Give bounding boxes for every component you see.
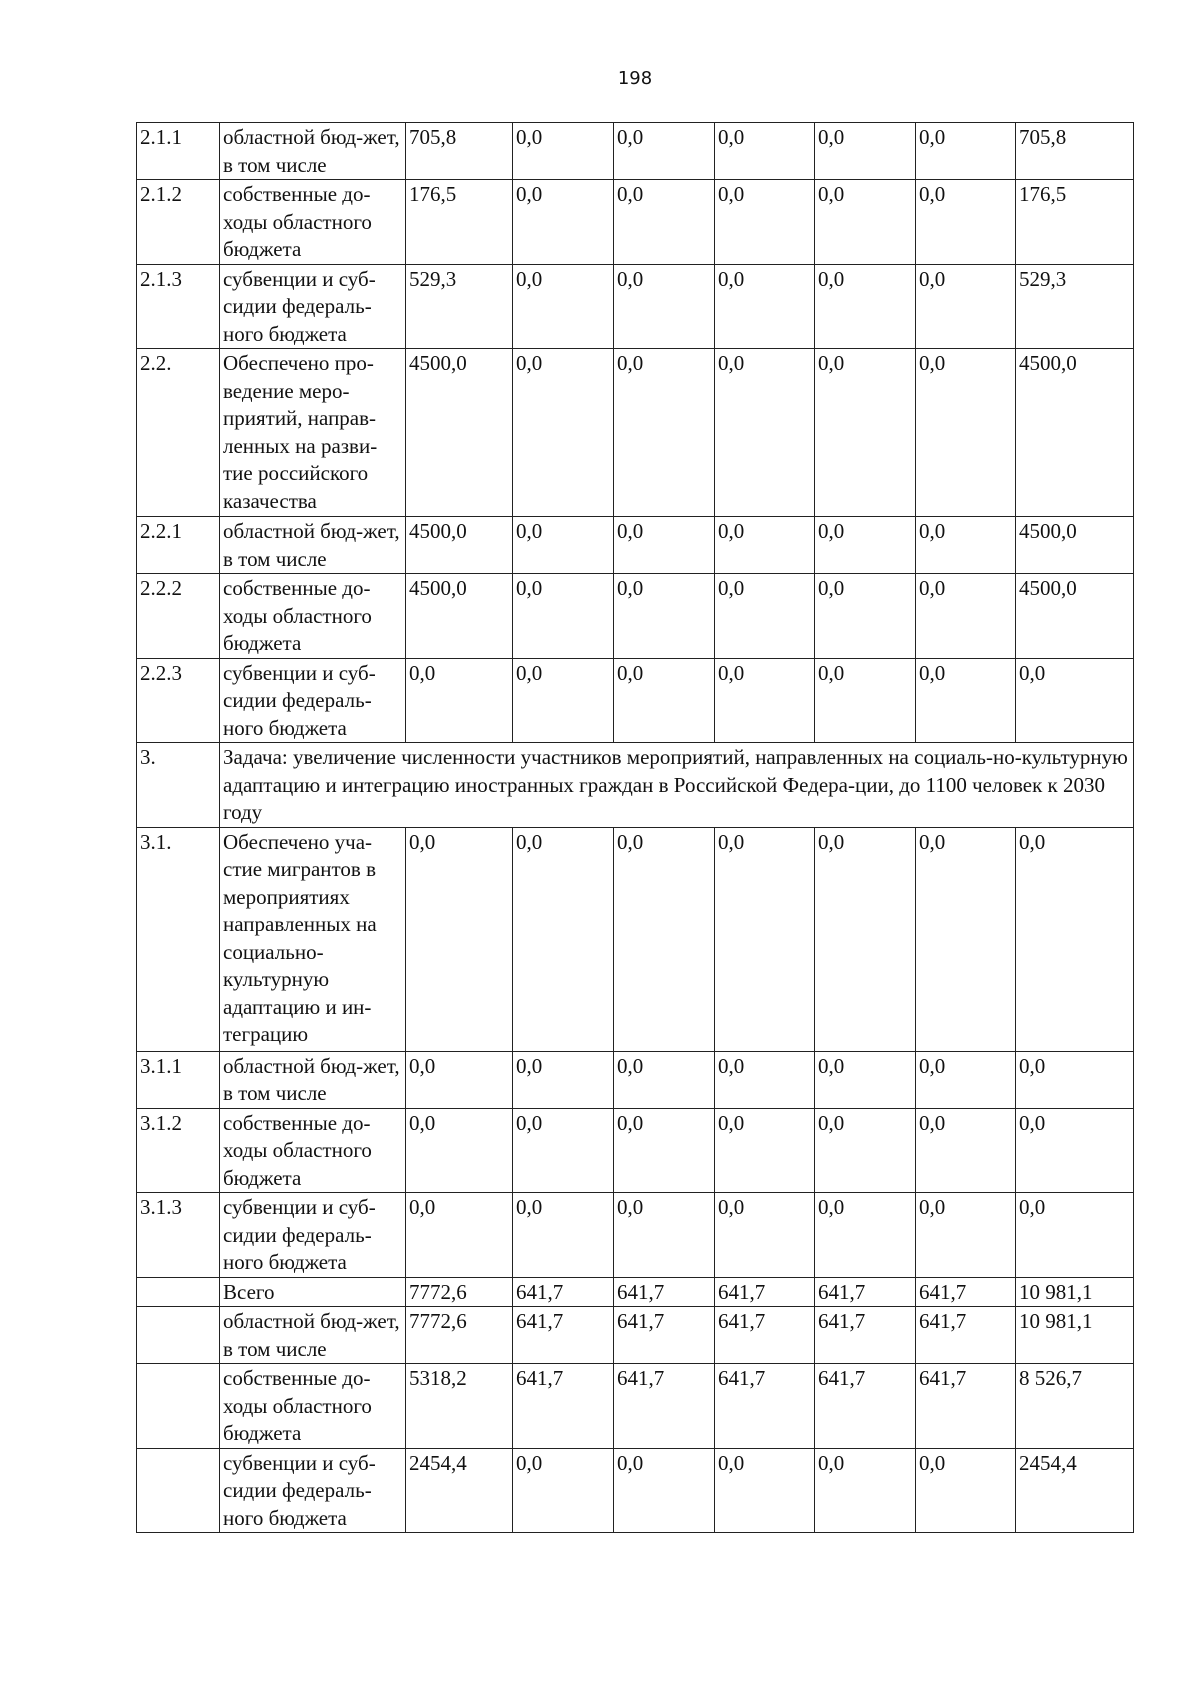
value-cell: 4500,0 <box>1016 517 1134 574</box>
value-cell: 0,0 <box>1016 827 1134 1051</box>
table-row <box>137 1448 1134 1533</box>
value-cell: 0,0 <box>715 180 815 265</box>
value-cell: 0,0 <box>614 574 715 659</box>
value-cell: 0,0 <box>513 180 614 265</box>
row-label: собственные до-ходы областного бюджета <box>220 180 406 265</box>
row-label: субвенции и суб-сидии федераль-ного бюджета <box>220 658 406 743</box>
value-cell: 0,0 <box>916 123 1016 180</box>
value-cell: 10 981,1 <box>1016 1277 1134 1307</box>
table-row <box>137 180 1134 265</box>
table-row <box>137 517 1134 574</box>
value-cell: 641,7 <box>916 1277 1016 1307</box>
value-cell: 0,0 <box>715 517 815 574</box>
value-cell: 4500,0 <box>406 574 513 659</box>
value-cell: 0,0 <box>513 123 614 180</box>
value-cell: 0,0 <box>614 349 715 517</box>
value-cell: 0,0 <box>513 1193 614 1278</box>
task-row <box>137 743 1134 828</box>
value-cell: 0,0 <box>614 827 715 1051</box>
value-cell: 176,5 <box>1016 180 1134 265</box>
value-cell: 0,0 <box>815 123 916 180</box>
value-cell: 0,0 <box>406 1108 513 1193</box>
row-label: субвенции и суб-сидии федераль-ного бюджета <box>220 1193 406 1278</box>
value-cell: 0,0 <box>513 658 614 743</box>
value-cell: 0,0 <box>815 658 916 743</box>
value-cell: 641,7 <box>513 1307 614 1364</box>
table-row <box>137 1193 1134 1278</box>
value-cell: 0,0 <box>1016 658 1134 743</box>
value-cell: 0,0 <box>715 1108 815 1193</box>
value-cell: 4500,0 <box>1016 574 1134 659</box>
value-cell: 0,0 <box>614 1448 715 1533</box>
value-cell: 0,0 <box>513 349 614 517</box>
value-cell: 2454,4 <box>1016 1448 1134 1533</box>
table-row <box>137 1108 1134 1193</box>
value-cell: 8 526,7 <box>1016 1364 1134 1449</box>
value-cell: 176,5 <box>406 180 513 265</box>
value-cell: 0,0 <box>406 1193 513 1278</box>
row-code: 2.2.2 <box>137 574 220 659</box>
value-cell: 0,0 <box>406 1051 513 1108</box>
value-cell: 7772,6 <box>406 1307 513 1364</box>
row-label: Всего <box>220 1277 406 1307</box>
row-label: областной бюд-жет, в том числе <box>220 1051 406 1108</box>
table-row <box>137 1307 1134 1364</box>
value-cell: 7772,6 <box>406 1277 513 1307</box>
value-cell: 0,0 <box>916 827 1016 1051</box>
value-cell: 641,7 <box>815 1307 916 1364</box>
value-cell: 0,0 <box>916 264 1016 349</box>
value-cell: 641,7 <box>614 1307 715 1364</box>
value-cell: 0,0 <box>513 827 614 1051</box>
row-code: 3. <box>137 743 220 828</box>
value-cell: 705,8 <box>406 123 513 180</box>
value-cell: 641,7 <box>916 1307 1016 1364</box>
value-cell: 641,7 <box>715 1307 815 1364</box>
value-cell: 0,0 <box>916 574 1016 659</box>
value-cell: 641,7 <box>815 1364 916 1449</box>
row-label: областной бюд-жет, в том числе <box>220 123 406 180</box>
value-cell: 529,3 <box>1016 264 1134 349</box>
row-code: 2.2.3 <box>137 658 220 743</box>
row-code <box>137 1364 220 1449</box>
value-cell: 4500,0 <box>1016 349 1134 517</box>
value-cell: 0,0 <box>916 658 1016 743</box>
value-cell: 0,0 <box>614 658 715 743</box>
value-cell: 0,0 <box>513 264 614 349</box>
row-code: 2.1.2 <box>137 180 220 265</box>
value-cell: 0,0 <box>715 1448 815 1533</box>
value-cell: 0,0 <box>614 1051 715 1108</box>
value-cell: 0,0 <box>815 264 916 349</box>
value-cell: 0,0 <box>715 349 815 517</box>
value-cell: 641,7 <box>513 1277 614 1307</box>
row-code: 3.1.1 <box>137 1051 220 1108</box>
value-cell: 0,0 <box>715 1193 815 1278</box>
value-cell: 641,7 <box>614 1364 715 1449</box>
row-code: 2.2. <box>137 349 220 517</box>
value-cell: 705,8 <box>1016 123 1134 180</box>
row-code <box>137 1307 220 1364</box>
value-cell: 0,0 <box>513 1051 614 1108</box>
value-cell: 0,0 <box>513 1448 614 1533</box>
value-cell: 641,7 <box>715 1364 815 1449</box>
row-label: собственные до-ходы областного бюджета <box>220 574 406 659</box>
value-cell: 641,7 <box>815 1277 916 1307</box>
value-cell: 0,0 <box>614 1108 715 1193</box>
value-cell: 0,0 <box>513 1108 614 1193</box>
value-cell: 641,7 <box>513 1364 614 1449</box>
row-label: областной бюд-жет, в том числе <box>220 517 406 574</box>
value-cell: 0,0 <box>815 517 916 574</box>
table-row <box>137 264 1134 349</box>
table-row <box>137 123 1134 180</box>
row-label: субвенции и суб-сидии федераль-ного бюджета <box>220 264 406 349</box>
row-code: 2.1.3 <box>137 264 220 349</box>
value-cell: 0,0 <box>406 827 513 1051</box>
table-row <box>137 1277 1134 1307</box>
table-row <box>137 349 1134 517</box>
value-cell: 5318,2 <box>406 1364 513 1449</box>
value-cell: 0,0 <box>614 123 715 180</box>
value-cell: 0,0 <box>715 264 815 349</box>
value-cell: 0,0 <box>715 658 815 743</box>
row-code: 3.1.2 <box>137 1108 220 1193</box>
table-row <box>137 827 1134 1051</box>
row-code: 2.2.1 <box>137 517 220 574</box>
value-cell: 0,0 <box>815 1108 916 1193</box>
page-number: 198 <box>617 68 653 89</box>
task-description: Задача: увеличение численности участников мероприятий, направленных на социаль-но-культурную адаптацию и интеграцию иностранных граждан в Российской Федера-ции, до 1100 человек к 2030 году <box>220 743 1134 828</box>
value-cell: 641,7 <box>916 1364 1016 1449</box>
row-label: субвенции и суб-сидии федераль-ного бюджета <box>220 1448 406 1533</box>
value-cell: 0,0 <box>815 574 916 659</box>
table-row <box>137 574 1134 659</box>
budget-table <box>136 122 1134 1533</box>
table-row <box>137 1364 1134 1449</box>
value-cell: 0,0 <box>916 180 1016 265</box>
value-cell: 0,0 <box>715 827 815 1051</box>
value-cell: 0,0 <box>815 1193 916 1278</box>
value-cell: 0,0 <box>715 123 815 180</box>
value-cell: 0,0 <box>513 517 614 574</box>
value-cell: 641,7 <box>715 1277 815 1307</box>
value-cell: 0,0 <box>916 1108 1016 1193</box>
row-label: Обеспечено уча-стие мигрантов в мероприятиях направленных на социально-культурную адаптацию и ин-теграцию <box>220 827 406 1051</box>
value-cell: 0,0 <box>513 574 614 659</box>
value-cell: 10 981,1 <box>1016 1307 1134 1364</box>
value-cell: 0,0 <box>916 1051 1016 1108</box>
value-cell: 0,0 <box>916 1193 1016 1278</box>
value-cell: 0,0 <box>1016 1108 1134 1193</box>
value-cell: 4500,0 <box>406 349 513 517</box>
value-cell: 2454,4 <box>406 1448 513 1533</box>
value-cell: 529,3 <box>406 264 513 349</box>
table-row <box>137 1051 1134 1108</box>
value-cell: 641,7 <box>614 1277 715 1307</box>
row-label: собственные до-ходы областного бюджета <box>220 1364 406 1449</box>
row-label: областной бюд-жет, в том числе <box>220 1307 406 1364</box>
row-label: Обеспечено про-ведение меро-приятий, направ-ленных на разви-тие российского казачества <box>220 349 406 517</box>
value-cell: 0,0 <box>715 1051 815 1108</box>
value-cell: 0,0 <box>1016 1051 1134 1108</box>
value-cell: 4500,0 <box>406 517 513 574</box>
value-cell: 0,0 <box>614 264 715 349</box>
value-cell: 0,0 <box>614 1193 715 1278</box>
value-cell: 0,0 <box>1016 1193 1134 1278</box>
row-code: 3.1. <box>137 827 220 1051</box>
row-label: собственные до-ходы областного бюджета <box>220 1108 406 1193</box>
row-code: 3.1.3 <box>137 1193 220 1278</box>
value-cell: 0,0 <box>614 517 715 574</box>
value-cell: 0,0 <box>815 180 916 265</box>
value-cell: 0,0 <box>815 349 916 517</box>
value-cell: 0,0 <box>916 517 1016 574</box>
value-cell: 0,0 <box>916 1448 1016 1533</box>
row-code <box>137 1448 220 1533</box>
value-cell: 0,0 <box>406 658 513 743</box>
value-cell: 0,0 <box>916 349 1016 517</box>
row-code: 2.1.1 <box>137 123 220 180</box>
value-cell: 0,0 <box>715 574 815 659</box>
value-cell: 0,0 <box>614 180 715 265</box>
row-code <box>137 1277 220 1307</box>
value-cell: 0,0 <box>815 1448 916 1533</box>
value-cell: 0,0 <box>815 827 916 1051</box>
table-row <box>137 658 1134 743</box>
value-cell: 0,0 <box>815 1051 916 1108</box>
